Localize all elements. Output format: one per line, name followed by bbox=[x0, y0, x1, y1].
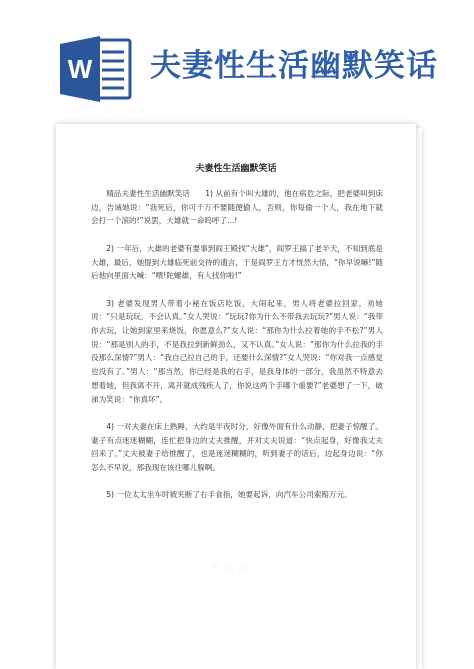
paragraph: 精品夫妻性生活幽默笑话 1) 从前有个叫大雄的，他在病危之际，把老婆叫到床边，告诫她说：“我死后，你可千万不要随便偷人，否则，你每偷一个人，我在地下就会打一个滚的!”说罢，大雄就一命呜呼了...! bbox=[91, 189, 383, 226]
document-title: 夫妻性生活幽默笑话 bbox=[195, 164, 277, 174]
header-banner bbox=[0, 0, 474, 118]
watermark bbox=[0, 380, 474, 395]
document-body bbox=[91, 187, 383, 502]
watermark bbox=[0, 560, 474, 575]
paragraph: 3) 老婆发现男人带着小秘在饭店吃饭，大闹起来，男人将老婆拉回家，劝她说：“只是玩玩，不会认真。”女人哭说：“玩玩?你为什么不带我去玩玩?”男人说：“我带你去玩，让她到家里来烧饭，你愿意么?”女人说：“那你为什么拉着她的手不松?”男人说：“那是别人的手，不是我拉到新鲜劲么，又不认真。”女人说：“那你为什么拉我的手没那么深情?”男人：“我自己拉自己的手，还要什么深情?”女人哭说：“你对我一点感觉也没有了。”男人：“那当然，你已经是我的右手，是我身体的一部分，我虽然不特意去想着她，但我离不开，离开就成残疾人了，你说这两个手哪个重要?”老婆想了一下，破涕为笑说：“你真坏”。 bbox=[91, 298, 383, 404]
paragraph: 2) 一年后，大雄的老婆有要事到阎王殿找“大雄”，阎罗王搞了老半天，不知到底是大雄，最后，她提到大雄临死前交待的遗言，于是阎罗王方才恍然大悟，“你早说嘛!”随后他向里面大喊：“喂!陀螺雄，有人找你啦!” bbox=[91, 243, 383, 281]
svg-text:W: W bbox=[67, 54, 93, 84]
word-icon bbox=[60, 36, 132, 102]
header-title: 夫妻性生活幽默笑话 bbox=[150, 48, 438, 84]
paragraph: 5) 一位太太坐车时被夹断了右手食指，她要起诉，向汽车公司索赔万元。 bbox=[106, 490, 352, 500]
watermark bbox=[0, 200, 474, 215]
paragraph: 4) 一对夫妻在床上熟睡，大约是半夜时分，好像外面有什么动静，把妻子惊醒了。妻子有点迷迷糊糊，连忙把身边的丈夫推醒，并对丈夫说道：“快点起身，好像我丈夫回来了。”丈夫被妻子给推醒了，也是迷迷糊糊的，听到妻子的话后，边起身边说：“你怎么不早说，那我现在该往哪儿躲啊。 bbox=[91, 421, 383, 473]
